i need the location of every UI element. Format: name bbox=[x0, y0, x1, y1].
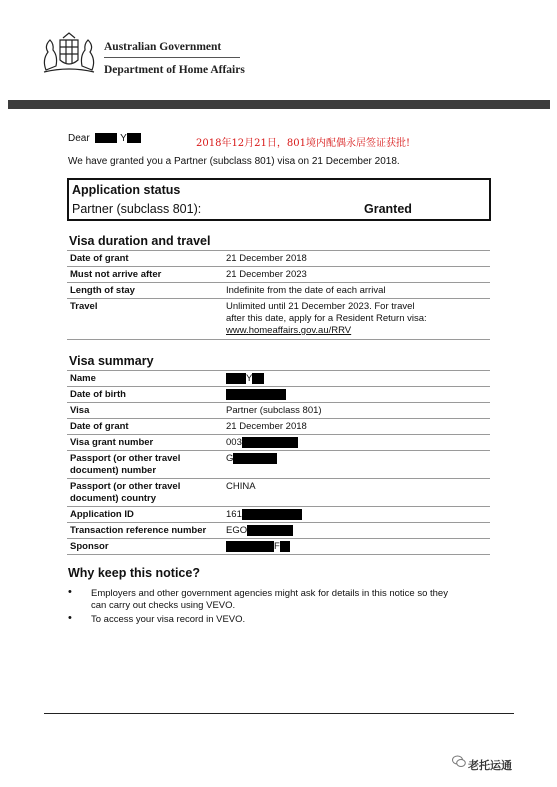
divider bbox=[67, 506, 490, 507]
row-value: 21 December 2023 bbox=[226, 269, 307, 280]
redaction bbox=[242, 437, 298, 448]
row-label: Sponsor bbox=[70, 541, 109, 552]
rrv-link[interactable]: www.homeaffairs.gov.au/RRV bbox=[226, 325, 352, 336]
divider bbox=[67, 418, 490, 419]
divider bbox=[67, 538, 490, 539]
divider bbox=[67, 339, 490, 340]
divider bbox=[67, 522, 490, 523]
redaction bbox=[233, 453, 277, 464]
row-label: Application ID bbox=[70, 509, 134, 520]
row-value: Indefinite from the date of each arrival bbox=[226, 285, 386, 296]
header-divider bbox=[104, 57, 240, 58]
redaction bbox=[127, 133, 141, 143]
row-value: Y bbox=[226, 373, 264, 385]
status-box bbox=[67, 178, 491, 221]
department-title: Department of Home Affairs bbox=[104, 64, 245, 76]
row-value: G bbox=[226, 453, 277, 465]
row-label: Passport (or other travel bbox=[70, 481, 181, 492]
divider bbox=[67, 402, 490, 403]
row-label: Name bbox=[70, 373, 96, 384]
status-type: Partner (subclass 801): bbox=[72, 202, 202, 216]
status-heading: Application status bbox=[72, 183, 181, 197]
row-label: Date of grant bbox=[70, 253, 129, 264]
footer-divider bbox=[44, 713, 514, 714]
row-value: 161 bbox=[226, 509, 302, 521]
watermark-text: 老托运通 bbox=[468, 760, 512, 772]
bullet-text: can carry out checks using VEVO. bbox=[91, 600, 236, 611]
redaction bbox=[280, 541, 290, 552]
divider bbox=[67, 478, 490, 479]
row-value: F bbox=[226, 541, 290, 553]
divider bbox=[67, 386, 490, 387]
row-value: Unlimited until 21 December 2023. For travel bbox=[226, 301, 415, 312]
bullet-icon: • bbox=[68, 612, 72, 624]
redaction bbox=[226, 373, 246, 384]
bullet-text: To access your visa record in VEVO. bbox=[91, 614, 246, 625]
row-value: 003 bbox=[226, 437, 298, 449]
redaction bbox=[226, 389, 286, 400]
section-heading-summary: Visa summary bbox=[69, 354, 154, 368]
bullet-text: Employers and other government agencies might ask for details in this notice so they bbox=[91, 588, 448, 599]
red-annotation: 2018年12月21日，801境内配偶永居签证获批! bbox=[196, 138, 411, 149]
row-value: after this date, apply for a Resident Return visa: bbox=[226, 313, 427, 324]
bullet-icon: • bbox=[68, 586, 72, 598]
divider bbox=[67, 266, 490, 267]
divider bbox=[67, 298, 490, 299]
divider bbox=[67, 370, 490, 371]
divider bbox=[67, 450, 490, 451]
divider bbox=[67, 282, 490, 283]
row-value: Partner (subclass 801) bbox=[226, 405, 322, 416]
row-label: Length of stay bbox=[70, 285, 135, 296]
intro-text: We have granted you a Partner (subclass 801) visa on 21 December 2018. bbox=[68, 156, 400, 167]
row-value: 21 December 2018 bbox=[226, 421, 307, 432]
divider bbox=[67, 554, 490, 555]
section-heading-duration: Visa duration and travel bbox=[69, 234, 211, 248]
row-value: 21 December 2018 bbox=[226, 253, 307, 264]
redaction bbox=[226, 541, 274, 552]
row-value: CHINA bbox=[226, 481, 256, 492]
row-value: EGO bbox=[226, 525, 293, 537]
row-label: Transaction reference number bbox=[70, 525, 207, 536]
row-label: Must not arrive after bbox=[70, 269, 162, 280]
wechat-icon bbox=[452, 755, 466, 768]
redaction bbox=[252, 373, 264, 384]
header-bar bbox=[8, 100, 550, 109]
gov-title: Australian Government bbox=[104, 41, 222, 53]
row-label: Passport (or other travel bbox=[70, 453, 181, 464]
row-value bbox=[226, 389, 286, 401]
redaction bbox=[247, 525, 293, 536]
row-label: Travel bbox=[70, 301, 98, 312]
salutation: Dear Y bbox=[68, 133, 141, 144]
row-label: document) number bbox=[70, 465, 157, 476]
row-label: Date of birth bbox=[70, 389, 126, 400]
row-label: document) country bbox=[70, 493, 157, 504]
row-label: Visa grant number bbox=[70, 437, 154, 448]
row-label: Visa bbox=[70, 405, 90, 416]
divider bbox=[67, 250, 490, 251]
redaction bbox=[95, 133, 117, 143]
row-label: Date of grant bbox=[70, 421, 129, 432]
section-heading-why: Why keep this notice? bbox=[68, 566, 200, 580]
redaction bbox=[242, 509, 302, 520]
divider bbox=[67, 434, 490, 435]
coat-of-arms-logo bbox=[38, 30, 100, 76]
status-value: Granted bbox=[364, 202, 412, 216]
